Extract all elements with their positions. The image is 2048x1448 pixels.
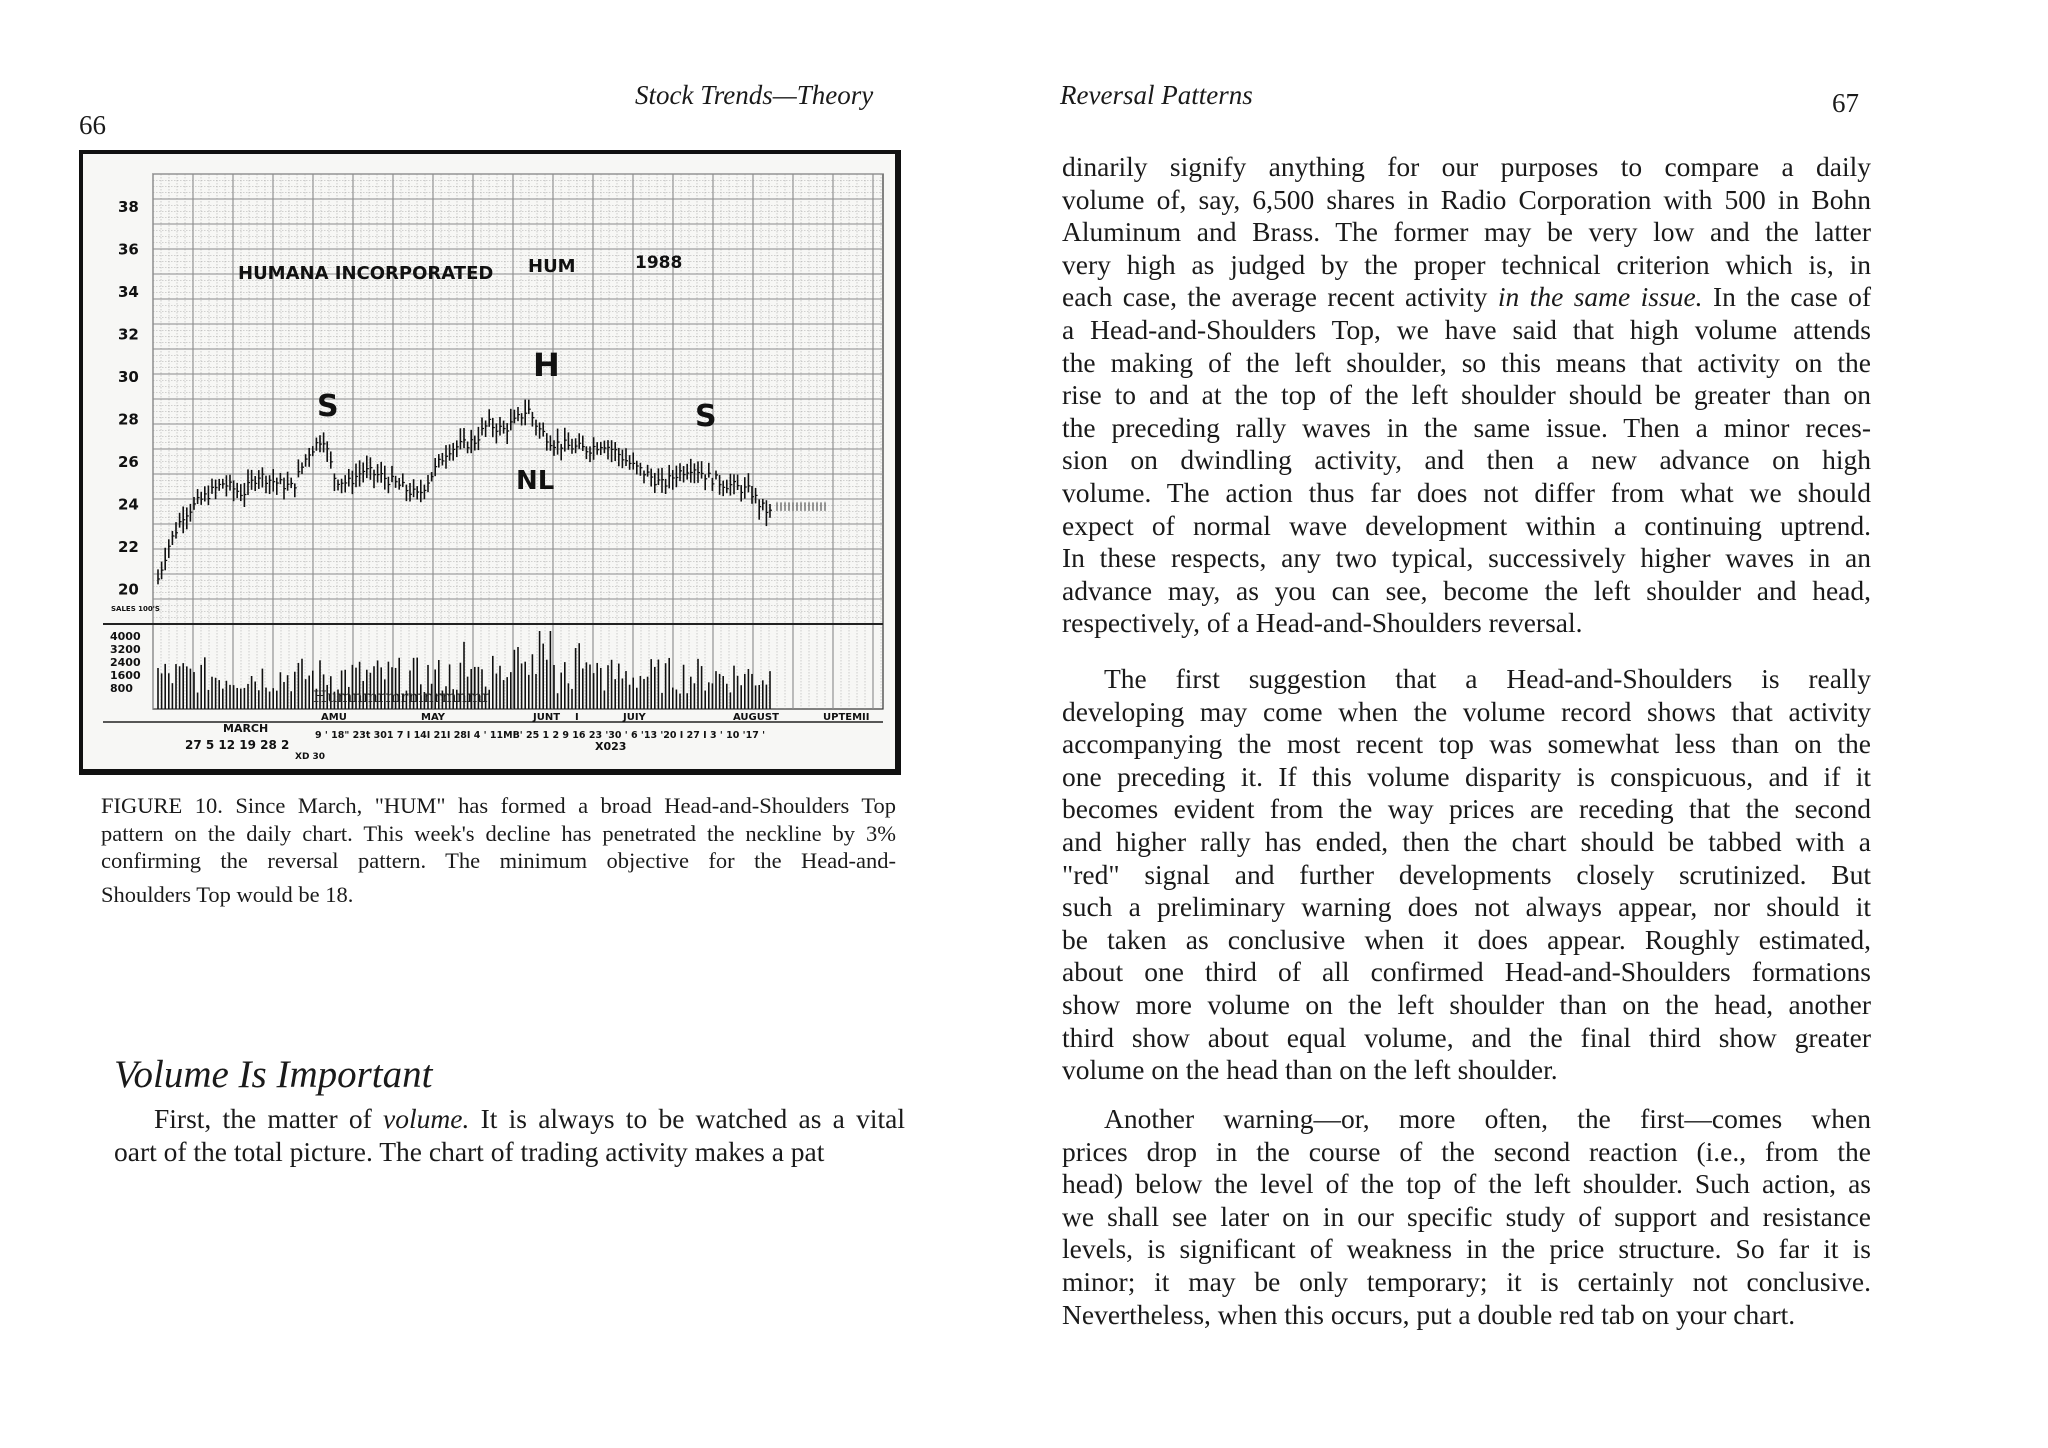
body-line: prices drop in the course of the second reaction (i.e., from the [1062,1135,1871,1167]
body-line: minor; it may be only temporary; it is certainly not conclusive. [1062,1265,1871,1297]
body-line: the preceding rally waves in the same issue. Then a minor reces- [1062,411,1871,443]
figure-chart [79,150,901,775]
body-line: be taken as conclusive when it does appear. Roughly estimated, [1062,923,1871,955]
body-line: Another warning—or, more often, the first—comes when [1104,1103,1871,1134]
volume-axis-label: 1600 [110,669,141,682]
body-line: a Head-and-Shoulders Top, we have said that high volume attends [1062,313,1871,345]
right-page [1024,0,2048,1448]
body-line: In these respects, any two typical, successively higher waves in an [1062,542,1871,574]
running-head-right: Reversal Patterns [1060,80,1253,110]
caption-line: FIGURE 10. Since March, "HUM" has formed a broad Head-and-Shoulders Top [101,793,896,818]
price-axis-label: 36 [118,240,139,259]
body-line: developing may come when the volume record shows that activity [1062,695,1871,727]
body-line: sion on dwindling activity, and then a new advance on high [1062,444,1871,476]
month-label: MAY [421,712,445,723]
month-label: JUIY [623,712,646,723]
body-line: volume on the head than on the left shoulder. [1062,1054,1558,1086]
body-line: very high as judged by the proper technical criterion which is, in [1062,248,1871,280]
body-line: Nevertheless, when this occurs, put a double red tab on your chart. [1062,1298,1796,1330]
price-axis-label: 34 [118,283,139,301]
body-line: volume. The action thus far does not differ from what we should [1062,476,1871,508]
price-axis-label: 30 [118,368,139,386]
body-line: accompanying the most recent top was somewhat less than on the [1062,728,1871,760]
chart-year: 1988 [635,253,683,273]
body-line: one preceding it. If this volume disparity is conspicuous, and if it [1062,760,1871,792]
caption-line: confirming the reversal pattern. The minimum objective for the Head-and- [101,848,896,873]
body-line: volume of, say, 6,500 shares in Radio Corporation with 500 in Bohn [1062,183,1871,215]
body-line: we shall see later on in our specific study of support and resistance [1062,1200,1871,1232]
month-label: I [575,712,579,723]
body-line: becomes evident from the way prices are receding that the second [1062,793,1871,825]
date-row: 9 ' 18" 23t 301 7 I 14I 21I 28I 4 ' 11MB' 25 1 2 9 16 23 '30 ' 6 '13 '20 I 27 I 3 ' 10 '17 ' [315,730,766,741]
figure-caption [101,792,896,908]
body-line: the making of the left shoulder, so this means that activity on the [1062,346,1871,378]
chart-grid [103,174,883,722]
annotation-right-shoulder: S [695,399,717,434]
price-bars [158,400,825,585]
body-line: Aluminum and Brass. The former may be very low and the latter [1062,216,1871,248]
march-dates: 27 5 12 19 28 2 [185,738,290,752]
month-label: AUGUST [733,712,779,723]
price-axis-label: 26 [118,453,139,471]
body-line: dinarily signify anything for our purposes to compare a daily [1062,151,1871,182]
body-line: "red" signal and further developments closely scrutinized. But [1062,858,1871,890]
body-line: each case, the average recent activity in the same issue. In the case of [1062,281,1871,313]
body-line: rise to and at the top of the left shoulder should be greater than on [1062,379,1871,411]
chart-title: HUMANA INCORPORATED [238,263,494,284]
month-label: UPTEMII [823,712,870,723]
sales-axis-label: SALES 100'S [111,605,160,613]
price-axis-label: 32 [118,325,139,344]
price-axis-label: 22 [118,538,139,556]
grid-border [153,174,883,709]
paragraph-1 [1062,151,1871,640]
annotation-left-shoulder: S [317,389,339,424]
annotation-head: H [533,346,560,384]
volume-paragraph [114,1103,905,1168]
caption-line: Shoulders Top would be 18. [101,881,354,907]
chart-svg [83,154,895,769]
garbled-strip: Humnmrmrmnrmnmr [313,687,490,706]
price-axis-label: 28 [118,410,139,429]
page-number-left: 66 [79,110,106,140]
body-line: The first suggestion that a Head-and-Shoulders is really [1104,663,1871,694]
date-row-sub: X023 [595,740,627,753]
body-line: respectively, of a Head-and-Shoulders reversal. [1062,607,1583,639]
section-heading: Volume Is Important [114,1053,433,1096]
paragraph-3 [1062,1103,1871,1331]
body-line: show more volume on the left shoulder than on the head, another [1062,988,1871,1020]
volume-axis-label: 4000 [110,630,141,643]
annotation-neckline: NL [516,466,555,496]
body-line: oart of the total picture. The chart of trading activity makes a pat [114,1135,825,1167]
body-line: and higher rally has ended, then the chart should be tabbed with a [1062,825,1871,857]
body-line: such a preliminary warning does not always appear, nor should it [1062,891,1871,923]
chart-ticker: HUM [528,256,576,277]
body-line: First, the matter of volume. It is always to be watched as a vital [154,1103,905,1134]
running-head-left: Stock Trends—Theory [635,80,874,110]
volume-axis-label: 3200 [110,643,141,656]
body-line: advance may, as you can see, become the left shoulder and head, [1062,574,1871,606]
price-axis-label: 38 [118,198,139,216]
caption-line: pattern on the daily chart. This week's decline has penetrated the neckline by 3% [101,820,896,846]
body-line: about one third of all confirmed Head-and-Shoulders formations [1062,956,1871,988]
body-line: head) below the level of the top of the left shoulder. Such action, as [1062,1168,1871,1200]
price-axis-label: 20 [118,580,139,599]
body-line: third show about equal volume, and the final third show greater [1062,1021,1871,1053]
volume-axis-label: 800 [110,682,133,695]
month-label: AMU [321,712,347,723]
body-line: levels, is significant of weakness in the price structure. So far it is [1062,1233,1871,1265]
month-label: JUNT [533,712,561,723]
march-sub: XD 30 [295,752,326,762]
volume-axis-label: 2400 [110,656,141,669]
price-axis-label: 24 [118,495,139,514]
paragraph-2 [1062,663,1871,1087]
body-line: expect of normal wave development within a continuing uptrend. [1062,509,1871,541]
page-number-right: 67 [1832,88,1859,118]
march-label: MARCH [223,722,269,735]
